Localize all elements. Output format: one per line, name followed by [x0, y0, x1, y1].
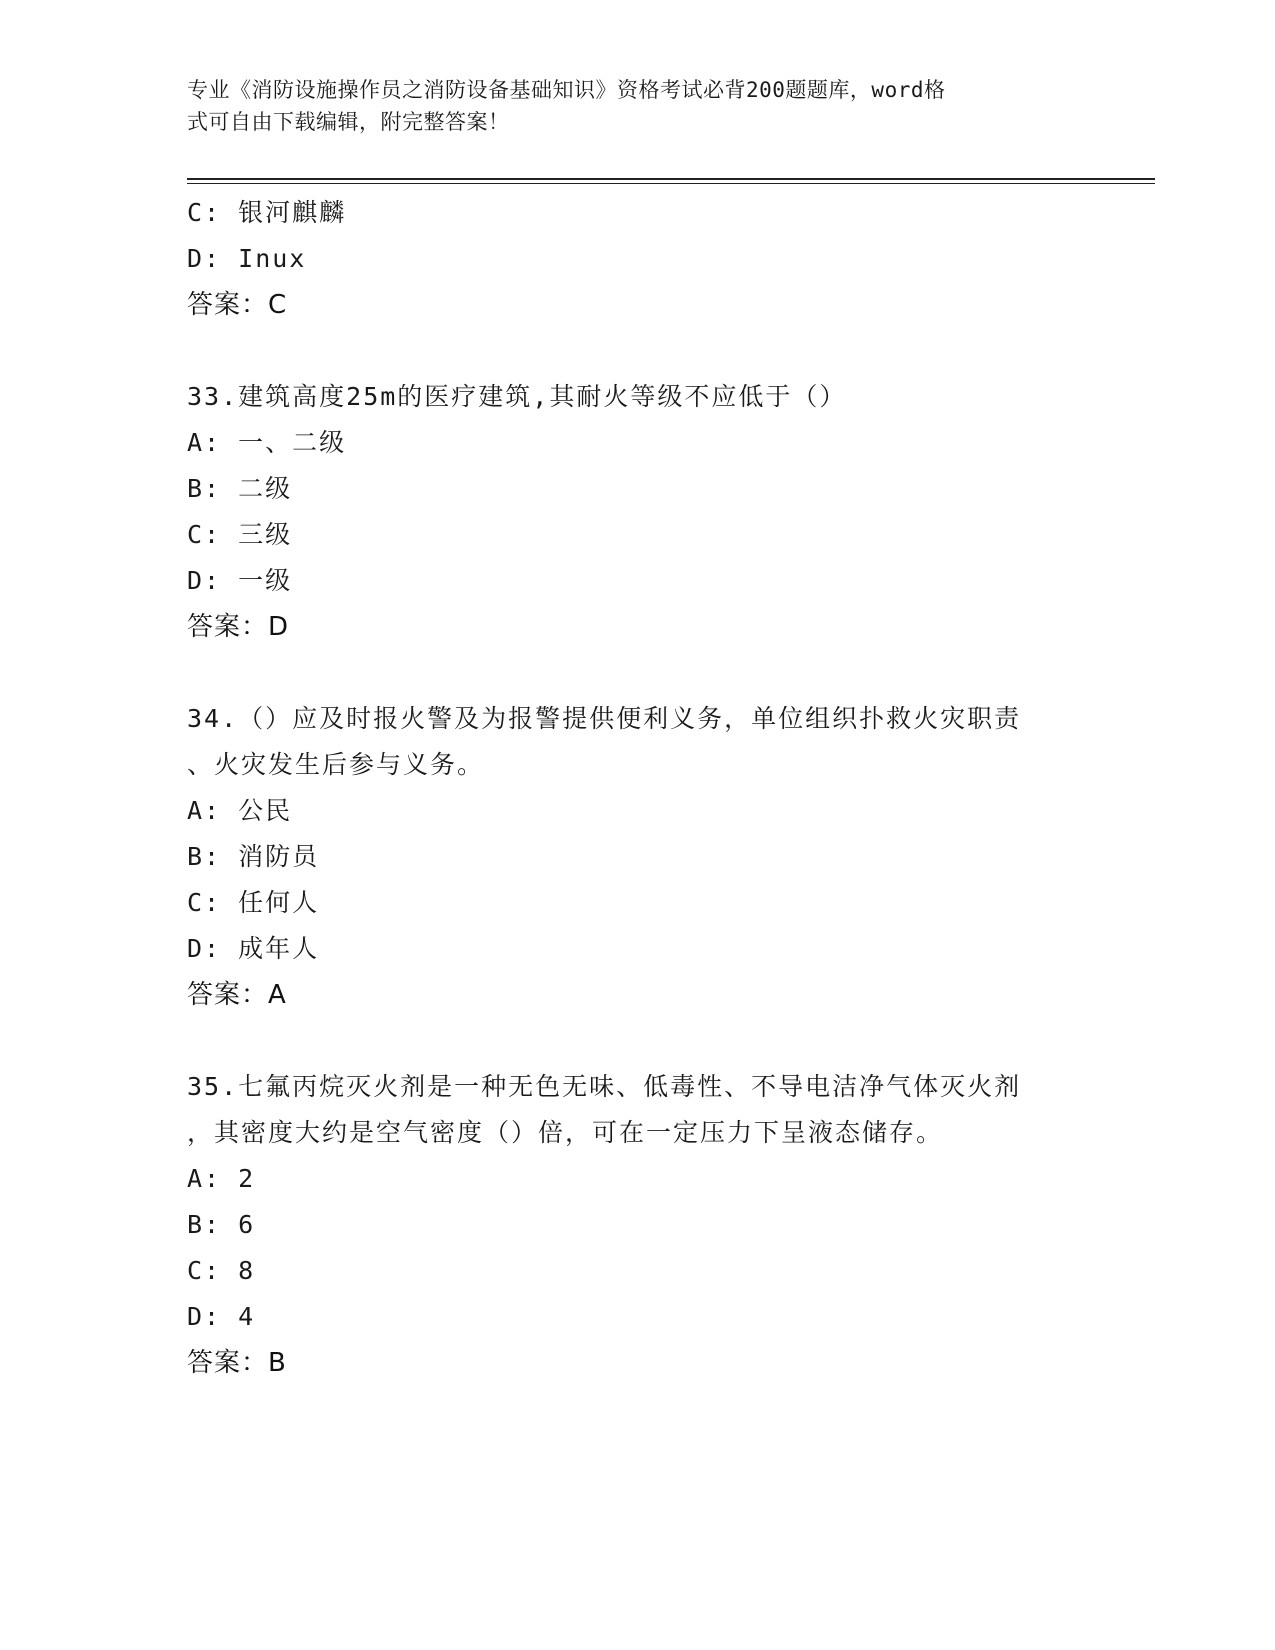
option-c: C: 8 — [187, 1256, 256, 1285]
option-a: A: 一、二级 — [187, 428, 347, 457]
header-divider-thin — [187, 183, 1155, 184]
option-d: D: Inux — [187, 244, 307, 273]
question-text: 33.建筑高度25m的医疗建筑,其耐火等级不应低于（） — [187, 382, 847, 411]
option-a: A: 公民 — [187, 796, 293, 825]
option-b: B: 二级 — [187, 474, 293, 503]
answer-line: 答案：B — [187, 1348, 287, 1378]
question-text: 34.（）应及时报火警及为报警提供便利义务，单位组织扑救火灾职责 — [187, 704, 1022, 733]
question-block-34 — [187, 696, 1087, 1018]
spacer — [187, 1018, 1087, 1064]
answer-line: 答案：D — [187, 612, 290, 642]
question-list — [187, 190, 1087, 1386]
question-block-33 — [187, 374, 1087, 650]
answer-line: 答案：A — [187, 980, 287, 1010]
question-text-continued: 、火灾发生后参与义务。 — [187, 750, 485, 779]
header-divider-thick — [187, 178, 1155, 180]
option-c: C: 任何人 — [187, 888, 320, 917]
option-d: D: 成年人 — [187, 934, 320, 963]
option-c: C: 银河麒麟 — [187, 198, 347, 227]
document-header — [187, 74, 1067, 138]
header-line-2: 式可自由下载编辑，附完整答案！ — [187, 110, 510, 134]
question-block-32 — [187, 190, 1087, 328]
question-text: 35.七氟丙烷灭火剂是一种无色无味、低毒性、不导电洁净气体灭火剂 — [187, 1072, 1022, 1101]
answer-line: 答案：C — [187, 290, 288, 320]
option-b: B: 消防员 — [187, 842, 320, 871]
option-d: D: 4 — [187, 1302, 256, 1331]
question-text-continued: ，其密度大约是空气密度（）倍，可在一定压力下呈液态储存。 — [187, 1118, 944, 1147]
option-c: C: 三级 — [187, 520, 293, 549]
option-b: B: 6 — [187, 1210, 256, 1239]
header-line-1: 专业《消防设施操作员之消防设备基础知识》资格考试必背200题题库，word格 — [187, 78, 946, 102]
spacer — [187, 328, 1087, 374]
option-d: D: 一级 — [187, 566, 293, 595]
question-block-35 — [187, 1064, 1087, 1386]
spacer — [187, 650, 1087, 696]
option-a: A: 2 — [187, 1164, 256, 1193]
